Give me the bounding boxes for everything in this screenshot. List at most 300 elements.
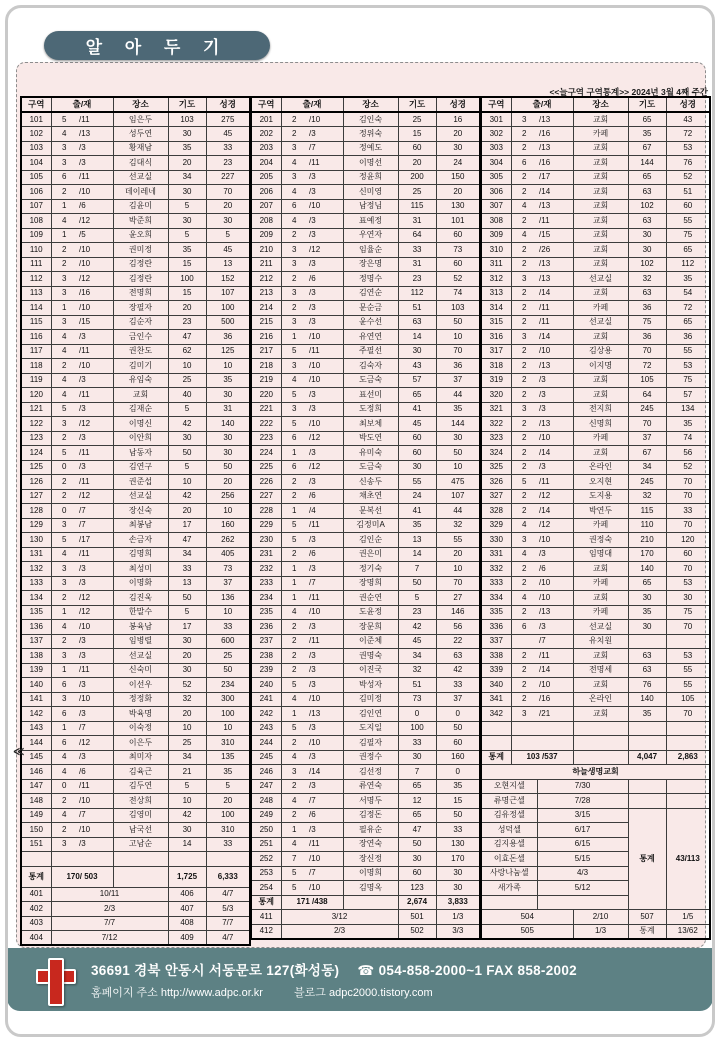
table-cell: 70 (436, 576, 480, 591)
table-cell: 103 (168, 112, 206, 127)
table-cell: 이명선 (343, 156, 398, 171)
table-cell: 25 (398, 185, 436, 200)
table-cell: /15 (77, 315, 113, 330)
table-cell: 317 (481, 344, 511, 359)
table-cell: 50 (436, 446, 480, 461)
table-cell: /11 (77, 475, 113, 490)
table-cell: 35 (436, 779, 480, 794)
table-cell: 유미숙 (343, 446, 398, 461)
table-row (251, 504, 480, 519)
table-cell: 3/15 (537, 808, 628, 823)
table-row (251, 547, 480, 562)
table-cell: 33 (436, 678, 480, 693)
table-cell: 1 (281, 562, 307, 577)
table-cell: 600 (206, 634, 250, 649)
table-row (21, 750, 250, 765)
table-cell: 60 (666, 199, 710, 214)
table-cell: 337 (481, 634, 511, 649)
table-cell: 김순자 (113, 315, 168, 330)
table-cell: 4/7 (206, 931, 250, 946)
table-cell: 301 (481, 112, 511, 127)
table-cell: 60 (398, 431, 436, 446)
table-cell: 성두연 (113, 127, 168, 142)
table-cell: 4 (511, 518, 537, 533)
table-cell (343, 895, 398, 910)
table-cell: 30 (436, 881, 480, 896)
table-cell: 110 (21, 243, 51, 258)
table-cell: 전지희 (573, 402, 628, 417)
table-cell: /7 (537, 634, 573, 649)
table-cell: 36 (628, 330, 666, 345)
table-row (481, 794, 710, 809)
table-row (481, 446, 710, 461)
table-row (21, 112, 250, 127)
table-cell: 장은명 (343, 257, 398, 272)
table-cell: 교회 (573, 373, 628, 388)
table-cell: 37 (436, 692, 480, 707)
table-cell: 203 (251, 141, 281, 156)
table-row (251, 127, 480, 142)
table-cell: /10 (307, 359, 343, 374)
table-cell: 구역 (481, 97, 511, 112)
table-cell: 7 (398, 765, 436, 780)
table-cell: 231 (251, 547, 281, 562)
table-cell: 73 (398, 692, 436, 707)
table-cell: 10 (168, 721, 206, 736)
table-cell: /6 (77, 199, 113, 214)
table-row (21, 199, 250, 214)
table-cell: 33 (398, 243, 436, 258)
church-cross-icon (35, 957, 75, 1003)
table-row (21, 620, 250, 635)
table-cell: 도지일 (343, 721, 398, 736)
table-cell: /12 (77, 591, 113, 606)
table-cell: 70 (666, 475, 710, 490)
table-cell: 60 (398, 866, 436, 881)
table-cell: 1/5 (666, 910, 710, 925)
table-row (251, 388, 480, 403)
table-row (251, 779, 480, 794)
table-cell: /3 (307, 562, 343, 577)
table-cell: 406 (168, 887, 206, 902)
table-cell: 13/62 (666, 924, 710, 939)
table-cell: 75 (666, 228, 710, 243)
table-cell (113, 866, 168, 887)
table-cell: 47 (168, 533, 206, 548)
table-cell: 4 (281, 605, 307, 620)
table-cell: 31 (398, 257, 436, 272)
table-cell: 55 (436, 533, 480, 548)
table-row (21, 301, 250, 316)
table-cell: /10 (307, 330, 343, 345)
table-cell: 10 (206, 359, 250, 374)
table-cell (666, 794, 710, 809)
table-cell: 이지명 (573, 359, 628, 374)
table-cell: /13 (537, 272, 573, 287)
table-cell: 3 (281, 141, 307, 156)
table-cell: /3 (77, 576, 113, 591)
table-cell: 신미영 (343, 185, 398, 200)
table-row (21, 866, 250, 887)
table-cell: /14 (537, 504, 573, 519)
table-cell: 5 (281, 344, 307, 359)
table-cell: 500 (206, 315, 250, 330)
table-cell: 15 (436, 794, 480, 809)
table-cell: 최미자 (113, 750, 168, 765)
table-cell: /10 (307, 373, 343, 388)
table-cell: 250 (251, 823, 281, 838)
table-cell: /3 (537, 388, 573, 403)
table-cell: 3 (281, 359, 307, 374)
table-row (481, 663, 710, 678)
table-cell: 7 (398, 562, 436, 577)
table-cell: 235 (251, 605, 281, 620)
table-cell: 65 (398, 388, 436, 403)
table-cell: 6/15 (537, 837, 628, 852)
table-cell: 7/28 (537, 794, 628, 809)
table-cell: 140 (628, 692, 666, 707)
table-cell: 70 (666, 620, 710, 635)
table-cell: 104 (21, 156, 51, 171)
table-cell: 401 (21, 887, 51, 902)
table-cell: 33 (206, 837, 250, 852)
table-cell: 4 (51, 620, 77, 635)
table-cell: 224 (251, 446, 281, 461)
footer-bar (7, 948, 713, 1011)
table-cell: 213 (251, 286, 281, 301)
table-cell: /3 (537, 460, 573, 475)
table-cell: 임병렬 (113, 634, 168, 649)
table-cell: 5 (281, 721, 307, 736)
table-row (21, 330, 250, 345)
table-cell: /10 (307, 199, 343, 214)
table-cell: 319 (481, 373, 511, 388)
table-cell: 2 (511, 388, 537, 403)
table-cell: 130 (436, 837, 480, 852)
table-cell: 4 (281, 185, 307, 200)
table-cell: /13 (537, 199, 573, 214)
table-cell: 70 (628, 344, 666, 359)
table-cell: 통계 (251, 895, 281, 910)
table-cell: 475 (436, 475, 480, 490)
table-row (21, 97, 250, 112)
table-cell: 2/3 (51, 902, 168, 917)
table-row (21, 402, 250, 417)
table-cell: 4 (281, 837, 307, 852)
table-cell: 7/7 (51, 916, 168, 931)
table-cell: /11 (537, 301, 573, 316)
table-cell: /3 (307, 649, 343, 664)
table-cell: /3 (77, 634, 113, 649)
table-cell: /14 (537, 185, 573, 200)
table-row (251, 185, 480, 200)
table-cell: 16 (436, 112, 480, 127)
table-cell: /13 (77, 127, 113, 142)
table-cell: 3/3 (436, 924, 480, 939)
table-cell: 김정미A (343, 518, 398, 533)
table-cell: 권은미 (343, 547, 398, 562)
table-cell (511, 721, 573, 736)
table-cell: 35 (398, 518, 436, 533)
table-cell: /13 (307, 707, 343, 722)
table-cell (51, 852, 113, 867)
table-cell: 3 (511, 330, 537, 345)
table-cell: 교회 (573, 185, 628, 200)
table-cell: 김상용 (573, 344, 628, 359)
table-cell: 204 (251, 156, 281, 171)
table-cell: 339 (481, 663, 511, 678)
table-cell: 55 (666, 344, 710, 359)
table-cell: 30 (398, 750, 436, 765)
table-cell: 53 (666, 141, 710, 156)
table-cell (628, 634, 666, 649)
table-cell: 23 (168, 315, 206, 330)
table-cell: /3 (307, 257, 343, 272)
table-row (21, 185, 250, 200)
table-cell: 304 (481, 156, 511, 171)
table-cell: /11 (537, 315, 573, 330)
table-cell: /3 (307, 533, 343, 548)
table-cell: 234 (206, 678, 250, 693)
table-cell: 60 (436, 257, 480, 272)
table-cell: 30 (628, 243, 666, 258)
table-cell: 241 (251, 692, 281, 707)
table-cell: 403 (21, 916, 51, 931)
table-cell (628, 794, 666, 809)
table-cell: /10 (307, 852, 343, 867)
table-cell: 305 (481, 170, 511, 185)
table-cell: 30 (628, 620, 666, 635)
table-cell: 123 (21, 431, 51, 446)
table-cell: /10 (77, 301, 113, 316)
table-cell: 135 (206, 750, 250, 765)
table-cell: 35 (168, 243, 206, 258)
table-row (481, 170, 710, 185)
table-cell: 1 (51, 301, 77, 316)
table-cell: 32 (628, 489, 666, 504)
table-cell: /17 (77, 533, 113, 548)
table-cell: 김숙자 (343, 359, 398, 374)
table-cell: /3 (307, 214, 343, 229)
table-cell: 20 (168, 707, 206, 722)
table-cell: 63 (628, 286, 666, 301)
table-cell: 50 (206, 460, 250, 475)
table-cell: 2 (281, 663, 307, 678)
table-cell: 2 (511, 257, 537, 272)
table-row (21, 634, 250, 649)
table-cell: 2/10 (573, 910, 628, 925)
table-cell (573, 750, 628, 765)
table-row (481, 924, 710, 939)
table-cell: /7 (77, 721, 113, 736)
table-cell: 표예정 (343, 214, 398, 229)
table-cell: 김지용셀 (481, 837, 537, 852)
table-cell: 2 (281, 779, 307, 794)
table-cell: 신명희 (573, 417, 628, 432)
table-cell: /10 (307, 881, 343, 896)
table-cell: 34 (398, 649, 436, 664)
table-row (481, 301, 710, 316)
table-cell: /3 (77, 402, 113, 417)
table-cell (573, 721, 628, 736)
table-cell: 55 (666, 678, 710, 693)
table-cell: 126 (21, 475, 51, 490)
table-cell: 144 (436, 417, 480, 432)
table-cell: 1 (51, 605, 77, 620)
table-cell: 주필선 (343, 344, 398, 359)
table-cell: /12 (77, 417, 113, 432)
table-cell: 57 (666, 388, 710, 403)
table-cell: 329 (481, 518, 511, 533)
table-row (21, 649, 250, 664)
footer-text (91, 959, 577, 1000)
table-cell: 교회 (573, 562, 628, 577)
table-cell: /3 (307, 475, 343, 490)
table-cell: 105 (666, 692, 710, 707)
table-cell: 장필자 (113, 301, 168, 316)
table-cell: 45 (398, 417, 436, 432)
table-cell: /7 (77, 808, 113, 823)
table-row (21, 533, 250, 548)
table-cell: 14 (398, 547, 436, 562)
table-cell: 3 (281, 257, 307, 272)
table-cell: 5 (206, 779, 250, 794)
table-cell: 35 (206, 373, 250, 388)
table-cell: 4 (51, 127, 77, 142)
table-cell: 331 (481, 547, 511, 562)
table-cell: /10 (307, 692, 343, 707)
table-cell: 박연두 (573, 504, 628, 519)
table-cell: /12 (77, 489, 113, 504)
table-row (251, 402, 480, 417)
table-cell: 새가족 (481, 881, 537, 896)
table-cell: 김정란 (113, 272, 168, 287)
table-row (21, 156, 250, 171)
table-row (481, 460, 710, 475)
table-cell: /10 (77, 823, 113, 838)
table-cell: 253 (251, 866, 281, 881)
table-cell: 2 (511, 301, 537, 316)
table-row (21, 243, 250, 258)
table-cell: 35 (168, 141, 206, 156)
table-cell: /12 (307, 460, 343, 475)
table-cell: 류명근셀 (481, 794, 537, 809)
table-cell: 1 (281, 591, 307, 606)
table-cell: 한말수 (113, 605, 168, 620)
table-cell: /10 (77, 257, 113, 272)
table-cell: 20 (206, 199, 250, 214)
table-cell: 카페 (573, 127, 628, 142)
table-cell: 김영미 (113, 808, 168, 823)
table-cell: 전명세 (573, 663, 628, 678)
table-cell: 교회 (573, 257, 628, 272)
table-cell: 33 (168, 562, 206, 577)
table-cell: 228 (251, 504, 281, 519)
table-row (21, 127, 250, 142)
table-cell: 10 (436, 460, 480, 475)
table-cell: 출/재 (281, 97, 343, 112)
table-cell: /11 (77, 170, 113, 185)
table-cell: 최봉남 (113, 518, 168, 533)
table-cell: 장소 (573, 97, 628, 112)
table-row (481, 779, 710, 794)
table-cell: /16 (537, 156, 573, 171)
table-row (251, 315, 480, 330)
table-cell: 76 (666, 156, 710, 171)
table-cell: 328 (481, 504, 511, 519)
table-cell: /12 (77, 214, 113, 229)
table-cell: 33 (206, 141, 250, 156)
table-cell: 14 (398, 330, 436, 345)
table-cell: 박육명 (113, 707, 168, 722)
table-cell: 2 (511, 214, 537, 229)
table-cell: 2 (511, 344, 537, 359)
table-cell: 이명화 (113, 576, 168, 591)
table-cell: 310 (206, 736, 250, 751)
table-row (251, 214, 480, 229)
table-cell: 32 (436, 518, 480, 533)
table-cell: 72 (666, 127, 710, 142)
table-cell: 정윤희 (343, 170, 398, 185)
table-cell: /10 (537, 576, 573, 591)
table-cell: 152 (206, 272, 250, 287)
table-row (481, 533, 710, 548)
table-cell: 2 (51, 794, 77, 809)
table-cell: 200 (398, 170, 436, 185)
table-cell: /7 (307, 866, 343, 881)
table-row (251, 649, 480, 664)
table-cell: 56 (666, 446, 710, 461)
table-cell: 장소 (113, 97, 168, 112)
table-cell: 233 (251, 576, 281, 591)
table-cell: 김미기 (113, 359, 168, 374)
table-cell: 65 (666, 243, 710, 258)
table-row (21, 214, 250, 229)
table-cell: 3 (511, 402, 537, 417)
table-cell: 141 (21, 692, 51, 707)
table-cell: 4 (281, 750, 307, 765)
table-cell: /12 (537, 518, 573, 533)
table-cell: 256 (206, 489, 250, 504)
table-cell: /10 (307, 417, 343, 432)
table-cell: 20 (436, 547, 480, 562)
table-cell: 42 (398, 620, 436, 635)
table-cell: 권준섭 (113, 475, 168, 490)
table-cell: 275 (206, 112, 250, 127)
table-row (481, 388, 710, 403)
table-cell: 박준희 (113, 214, 168, 229)
table-cell: 103 (436, 301, 480, 316)
table-cell: 4 (511, 199, 537, 214)
table-cell: 남정님 (343, 199, 398, 214)
table-cell: 234 (251, 591, 281, 606)
table-cell: 7/30 (537, 779, 628, 794)
table-cell: 75 (628, 315, 666, 330)
table-cell: 5 (51, 446, 77, 461)
table-cell (666, 779, 710, 794)
table-row (251, 634, 480, 649)
table-cell: 5 (281, 533, 307, 548)
table-cell: 505 (481, 924, 573, 939)
table-cell: 322 (481, 417, 511, 432)
table-cell: 223 (251, 431, 281, 446)
table-cell: 15 (398, 127, 436, 142)
table-cell: 5 (206, 228, 250, 243)
table-cell: 64 (398, 228, 436, 243)
table-row (251, 243, 480, 258)
table-row (481, 489, 710, 504)
table-row (251, 330, 480, 345)
